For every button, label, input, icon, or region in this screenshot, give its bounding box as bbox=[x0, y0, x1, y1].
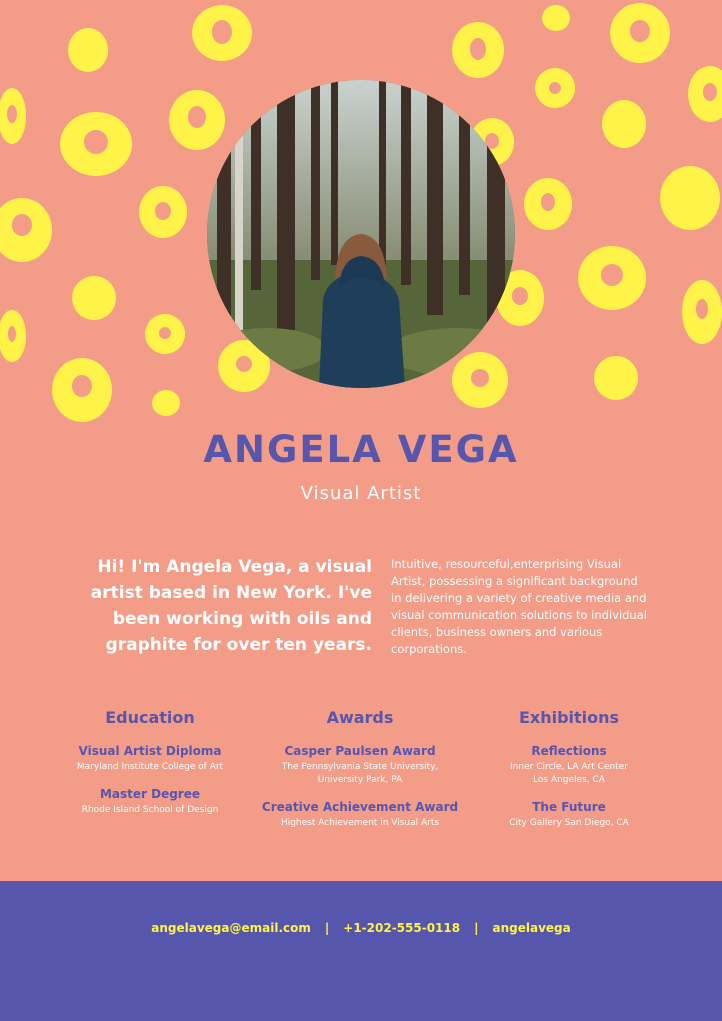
entry-subtitle: University Park, PA bbox=[317, 775, 403, 785]
entry-subtitle: Inner Circle, LA Art Center bbox=[510, 762, 628, 772]
dot bbox=[660, 166, 720, 230]
handle-link[interactable]: angelavega bbox=[492, 921, 571, 935]
profile-photo bbox=[207, 80, 515, 388]
dot-ring bbox=[52, 358, 112, 422]
dot-ring bbox=[452, 352, 508, 408]
contact-footer bbox=[0, 881, 722, 1021]
award-item bbox=[255, 799, 465, 830]
entry-title: Creative Achievement Award bbox=[261, 800, 459, 814]
dot-ring bbox=[0, 310, 26, 362]
education-item bbox=[55, 743, 245, 774]
entry-title: The Future bbox=[532, 800, 606, 814]
dot-ring bbox=[578, 246, 646, 310]
entry-title: Visual Artist Diploma bbox=[78, 744, 222, 758]
dot-ring bbox=[0, 198, 52, 262]
separator: | bbox=[324, 921, 330, 935]
dot-ring bbox=[60, 112, 132, 176]
entry-title: Master Degree bbox=[99, 787, 201, 801]
entry-subtitle: The Pennsylvania State University, bbox=[281, 762, 439, 772]
email-link[interactable]: angelavega@email.com bbox=[151, 921, 311, 935]
summary-paragraph: Intuitive, resourceful,enterprising Visual Artist, possessing a significant background in delivering a variety of creative media and visual communication solutions to individual clients, business owners and various corporations. bbox=[391, 557, 647, 656]
entry-title: Casper Paulsen Award bbox=[284, 744, 436, 758]
dot-ring bbox=[688, 66, 722, 122]
entry-subtitle: Rhode Island School of Design bbox=[81, 805, 219, 815]
entry-subtitle: Highest Achievement in Visual Arts bbox=[280, 818, 440, 828]
dot-ring bbox=[169, 90, 225, 150]
exhibition-item bbox=[474, 743, 664, 787]
dot bbox=[152, 390, 180, 416]
entry-subtitle: Maryland Institute College of Art bbox=[76, 762, 224, 772]
contact-line bbox=[0, 921, 722, 935]
education-section bbox=[55, 708, 245, 829]
education-item bbox=[55, 786, 245, 817]
dot-ring bbox=[682, 280, 722, 344]
separator: | bbox=[474, 921, 479, 935]
dot-ring bbox=[192, 5, 252, 61]
entry-title: Reflections bbox=[531, 744, 607, 758]
dot-ring bbox=[0, 88, 26, 144]
dot-ring bbox=[524, 178, 572, 230]
exhibitions-section bbox=[474, 708, 664, 842]
award-item bbox=[255, 743, 465, 787]
entry-subtitle: Los Angeles, CA bbox=[533, 775, 605, 785]
dot-ring bbox=[68, 28, 108, 72]
section-title: Exhibitions bbox=[518, 708, 620, 727]
job-title: Visual Artist bbox=[300, 483, 422, 504]
dot-ring bbox=[139, 186, 187, 238]
dot-ring bbox=[452, 22, 504, 78]
phone-link[interactable]: +1-202-555-0118 bbox=[343, 921, 461, 935]
exhibition-item bbox=[474, 799, 664, 830]
dot bbox=[602, 100, 646, 148]
awards-section bbox=[255, 708, 465, 842]
section-title: Education bbox=[105, 708, 195, 727]
person-name: ANGELA VEGA bbox=[203, 428, 519, 471]
dot-ring bbox=[542, 5, 570, 31]
dot-ring bbox=[145, 314, 185, 354]
entry-subtitle: City Gallery San Diego, CA bbox=[509, 818, 629, 828]
section-title: Awards bbox=[326, 708, 394, 727]
dot bbox=[594, 356, 638, 400]
dot-ring bbox=[610, 3, 670, 63]
dot bbox=[72, 276, 116, 320]
dot-ring bbox=[535, 68, 575, 108]
intro-statement: Hi! I'm Angela Vega, a visual artist based in New York. I've been working with oils and graphite for over ten years. bbox=[90, 557, 372, 655]
